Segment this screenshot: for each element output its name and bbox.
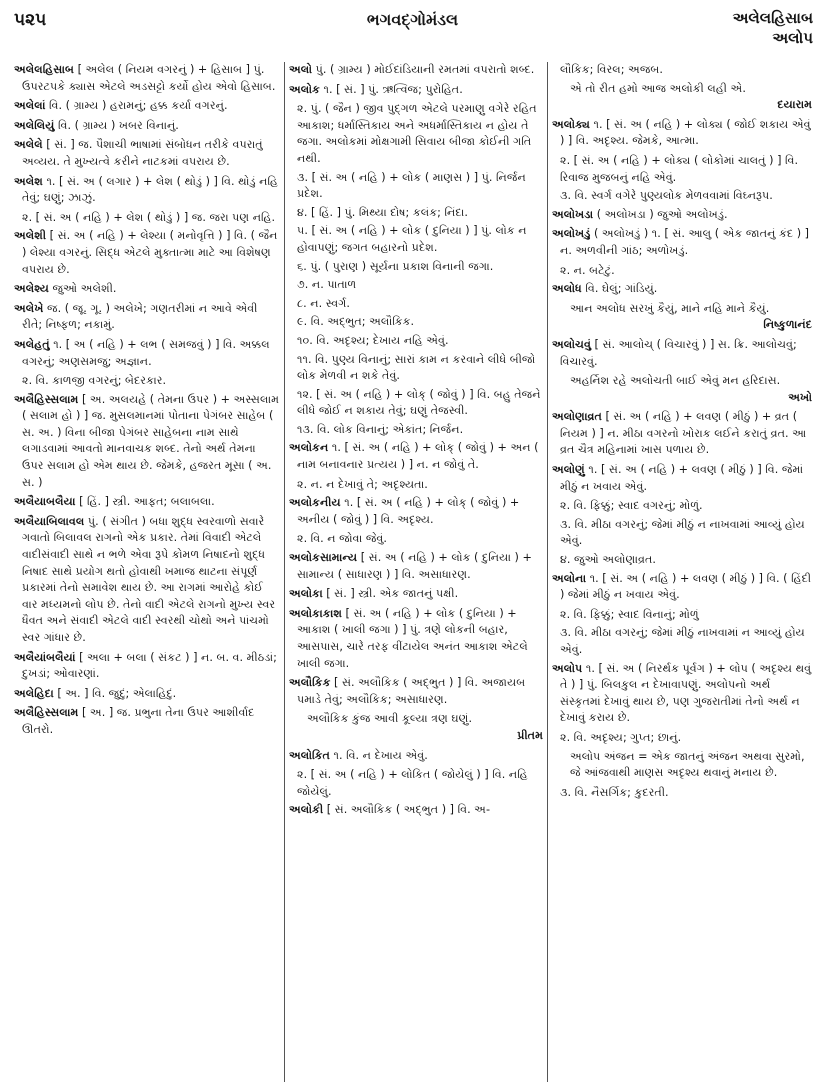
definition: [ અ. અલયહે ( તેમના ઉપર ) + અસ્સલામ ( સલામ હો ) ] જ. મુસલમાનમાં પોતાના પેગંબર સાહેબ ( સ. અ. ) વિના બીજા પેગંબર સાહેબના નામ સાથે લગાડવામાં આવતો માનવાચક શબ્દ. તેનો અર્થ તેમના ઉપર સલામ હો એમ થાય છે. જેમકે, હજરત મૂસા ( અ. સ. ) [22,392,280,489]
sub-definition: ૩. વિ. સ્વર્ગ વગેરે પુણ્યલોક મેળવવામાં વિઘ્નરૂપ. [560,189,773,203]
definition: ૧. [ અ ( નહિ ) + લભ ( સમજવું ) ] વિ. અક્કલ વગરનું; અણસમજુ; અજ્ઞાન. [22,337,270,368]
sub-definition: ૧૧. વિ. પુણ્ય વિનાનું; સારાં કામ ન કરવાને લીધે બીજો લોક મેળવી ન શકે તેવું. [297,352,536,383]
headword: અલોક્ય [552,117,590,131]
quotation: એ તો રીત હમો આજ અલોકી લહી એ. [570,81,746,95]
quotation: અહર્નિશ રહે અલોચતી બાઈ એવું મન હરિદાસ. [570,374,781,388]
definition: ૧. [ સં. અ ( નહિ ) + લોક્ ( જોવું ) + અનીય ( જોવું ) ] વિ. અદૃશ્ય. [297,496,520,526]
dictionary-entry [14,494,280,511]
headword: અલોણું [552,463,585,477]
dictionary-entry [289,586,543,603]
definition: જુઓ અલેશી. [52,282,117,296]
sub-definition: ૧૦. વિ. અદૃશ્ય; દેખાય નહિ એવું. [297,333,449,347]
guide-word-last: અલોપ [772,29,813,47]
quotation-author: નિષ્કુળાનંદ [763,318,812,332]
dictionary-entry [14,118,280,135]
definition: પું. ( સંગીત ) બધા શુદ્ધ સ્વરવાળો સવારે ગવાતો બિલાવલ રાગનો એક પ્રકાર. તેમાં વિવાદી એટલે વાદીસંવાદી સાથે ન ભળે એવા રૂપે કોમળ નિષાદનો શુદ્ધ નિષાદ સાથે પ્રયોગ થતો હોવાથી ખમાજ થાટના સંપૂર્ણ પ્રકારમાં તેનો સમાવેશ થાય છે. આ રાગમાં આરોહે કોઈ વાર મધ્યમનો લોપ છે. તેનો વાદી એટલે રાગનો મુખ્ય સ્વર ધૈવત અને સંવાદી એટલે વાદી સ્વરથી ચોથો અને પાંચમો સ્વર ગાંધાર છે. [22,514,276,644]
definition: [ અલેલ ( નિયમ વગરનું ) + હિસાબ ] પું. ઉપરટપકે ક્યાસ એટલે અડસટ્ટો કર્યો હોય એવો હિસાબ. [22,63,276,93]
sub-definition: ૨. વિ. ફિક્કું; સ્વાદ વિનાનું; મોળું [560,607,699,621]
page-number: ૫૨૫ [14,10,47,30]
definition: ૧. [ સં. અ ( નહિ ) + લોક્ય ( જોઈ શકાય એવું ) ] વિ. અદૃશ્ય. જેમકે, આત્મા. [560,117,811,148]
headword: અલોના [552,571,587,585]
definition: ૧. [ સં. અ ( નહિ ) + લોક્ ( જોવું ) + અન ( નામ બનાવનાર પ્રત્યય ) ] ન. ન જોવું તે. [297,441,539,472]
definition: [ સં. અ ( નહિ ) + લવણ ( મીઠું ) + વ્રત ( નિયમ ) ] ન. મીઠા વગરનો ખોરાક લઈને કરાતું વ્રત. આ વ્રત ચૈત્ર મહિનામાં ખાસ પળાય છે. [560,410,807,457]
dictionary-entry [289,606,543,672]
headword: અલેખે [14,301,44,315]
column-1 [14,62,280,1082]
headword: અલોખડા [552,207,594,221]
dictionary-entry [289,675,543,708]
dictionary-entry [552,409,812,459]
dictionary-entry [552,661,812,727]
headword: અલોક [289,82,320,96]
headword: અલોચવું [552,337,591,351]
headword: અલેહતું [14,337,50,351]
headword: અલેહિદા [14,686,54,700]
sub-definition: ૨. [ સં. અ ( નહિ ) + લોક્ય ( લોકોમાં ચાલતું ) ] વિ. રિવાજ મુજબનું નહિ એવું. [560,153,799,184]
sub-definition: ૨. વિ. ફિક્કું; સ્વાદ વગરનું; મોળું. [560,499,703,513]
headword: અલોકાકાશ [289,606,342,620]
definition: [ સં. અ ( નહિ ) + લોક ( દુનિયા ) + આકાશ ( ખાલી જગા ) ] પું. ત્રણે લોકની બહાર, આસપાસ, ચારે તરફ વીંટાયેલ અનંત આકાશ એટલે ખાલી જગા. [297,606,528,670]
dictionary-entry [552,462,812,495]
definition: [ સં. ] સ્ત્રી. એક જાતનું પક્ષી. [326,587,459,601]
dictionary-entry [552,117,812,150]
dictionary-entry [552,571,812,604]
dictionary-entry [14,337,280,370]
definition: [ અ. ] વિ. જુદું; એલાહિદું. [57,686,177,700]
definition: જ. ( જૂ. ગૂ. ) અલેખે; ગણતરીમાં ન આવે એવી રીતે; નિષ્ફળ; નકામું. [22,301,258,332]
definition: ( અલોખડા ) જુઓ અલોખડું. [596,207,728,221]
dictionary-entry [14,137,280,170]
dictionary-entry [552,281,812,298]
headword: અલોકન [289,441,329,455]
headword: અલેલિયું [14,118,55,132]
sub-definition: ૨. વિ. ન જોવા જેવું. [297,532,387,546]
headword: અલૈયાંબલૈયાં [14,650,76,664]
definition: [ હિં. ] સ્ત્રી. આફત; બલાબલા. [79,495,215,509]
quotation-author: પ્રીતમ [517,728,543,742]
definition: ૧. વિ. ન દેખાય એવું. [333,748,428,762]
sub-definition: ૪. જુઓ અલોણાવ્રત. [560,553,656,567]
dictionary-entry [14,686,280,703]
definition: [ સં. અલૌકિક ( અદ્ભુત ) ] વિ. અ- [326,803,491,817]
dictionary-entry [14,281,280,298]
headword: અલૈહિસ્સલામ [14,706,79,720]
quotation-author: અખો [788,390,812,404]
dictionary-entry [14,301,280,334]
dictionary-entry [289,748,543,765]
sub-definition: ૨. [ સં. અ ( નહિ ) + લેશ ( થોડું ) ] જ. જરા પણ નહિ. [22,210,276,224]
book-title: ભગવદ્ગોમંડલ [366,10,459,29]
definition: [ સં. અલૌકિક ( અદ્ભુત ) ] વિ. અજાયબ પમાડે તેવું; અલૌકિક; અસાધારણ. [297,676,526,706]
headword: અલૈહિસ્સલામ [14,392,79,406]
headword: અલેશ [14,174,43,188]
dictionary-entry [289,495,543,528]
headword: અલૈયાબિલાવલ [14,514,85,528]
definition: [ અલા + બલા ( સંકટ ) ] ન. બ. વ. મીઠડાં; દુખડાં; ઓવારણાં. [22,650,277,681]
definition: પું. ( ગ્રામ્ય ) મોઈદાંડિયાની રમતમાં વપરાતો શબ્દ. [315,63,535,76]
headword: અલો [289,63,313,76]
quotation: અલોપ અંજન = એક જાતનું અંજન અથવા સુરમો, જે આંજવાથી માણસ અદૃશ્ય થવાનું મનાય છે. [570,749,805,780]
page-header [0,0,825,58]
dictionary-entry [552,207,812,224]
headword: અલોકી [289,803,324,817]
sub-definition: ૩. વિ. મીઠા વગરનું; જેમાં મીઠું ન નાખવામાં આવ્યું હોય એવું. [560,517,805,548]
headword: અલોકા [289,587,323,601]
dictionary-entry [289,802,543,819]
definition: વિ. ( ગ્રામ્ય ) હરામનું; હક્ક કર્યા વગરનું. [49,99,228,113]
sub-definition: ૩. વિ. મીઠા વગરનું; જેમાં મીઠું નાખવામાં ન આવ્યું હોય એવું. [560,626,805,656]
headword: અલોપ [552,661,583,675]
headword: અલેલાં [14,99,46,113]
sub-definition: ૯. વિ. અદ્ભુત; અલૌકિક. [297,315,415,329]
sub-definition: ૨. [ સં. અ ( નહિ ) + લોકિત ( જોયેલું ) ] વિ. નહિ જોયેલું. [297,768,528,798]
headword: અલોકિત [289,748,330,762]
dictionary-entry [14,514,280,647]
headword: અલૈયાબલૈયા [14,495,76,509]
quotation: આન અલોધ સરખું કૈયું, માને નહિ માને કૈયું. [570,301,770,315]
sub-definition: ૮. ન. સ્વર્ગ. [297,296,350,310]
sub-definition: લૌકિક; વિરલ; અજબ. [560,63,663,76]
sub-definition: ૨. વિ. અદૃશ્ય; ગુપ્ત; છાનું. [560,730,682,744]
dictionary-entry [14,228,280,278]
headword: અલોકસામાન્ય [289,551,358,565]
sub-definition: ૨. વિ. કાળજી વગરનું; બેદરકાર. [22,374,167,388]
definition: ૧. [ સં. અ ( નહિ ) + લવણ ( મીઠું ) ] વિ. જેમાં મીઠું ન ખવાય એવું. [560,463,804,493]
dictionary-entry [289,82,543,99]
dictionary-entry [14,705,280,738]
definition: ૧. [ સં. અ ( લગાર ) + લેશ ( થોડું ) ] વિ. થોડું નહિ તેવું; ઘણું; ઝાઝું. [22,174,278,205]
headword: અલોખડું [552,227,591,241]
dictionary-entry [289,550,543,583]
sub-definition: ૭. ન. પાતાળ [297,278,357,292]
sub-definition: ૪. [ હિં. ] પું. મિથ્યા દોષ; કલંક; નિંદા. [297,205,468,219]
headword: અલોકનીય [289,496,341,510]
dictionary-entry [289,62,543,79]
definition: [ સં. અ ( નહિ ) + લોક ( દુનિયા ) + સામાન્ય ( સાધારણ ) ] વિ. અસાધારણ. [297,551,532,581]
dictionary-entry [14,392,280,492]
dictionary-entry [289,440,543,473]
definition: [ સં. ] જ. પૈશાચી ભાષામાં સંબોધન તરીકે વપરાતું અવ્યય. તે મુખ્યત્વે કરીને નાટકમાં વપરાય છે. [22,138,263,168]
definition: [ સં. આલોચ્ ( વિચારવું ) ] સ. ક્રિ. આલોચવું; વિચારવું. [560,337,797,368]
sub-definition: ૩. [ સં. અ ( નહિ ) + લોક ( માણસ ) ] પું. નિર્જન પ્રદેશ. [297,170,526,201]
guide-word-first: અલેલહિસાબ [732,9,813,27]
definition: ૧. [ સં. ] પું. ઋત્વિજ; પુરોહિત. [323,82,463,96]
dictionary-entry [552,337,812,370]
guide-words [733,8,813,48]
headword: અલોધ [552,282,582,296]
headword: અલેલહિસાબ [14,63,74,76]
column-divider [284,62,285,1082]
headword: અલેલે [14,138,43,152]
sub-definition: ૩. વિ. નૈસર્ગિક; કુદરતી. [560,785,669,799]
definition: ૧. [ સં. અ ( નહિ ) + લવણ ( મીઠું ) ] વિ. ( હિંદી ) જેમાં મીઠું ન ખવાય એવું. [560,571,812,602]
sub-definition: ૧૨. [ સં. અ ( નહિ ) + લોક્ ( જોવું ) ] વિ. બહુ તેજને લીધે જોઈ ન શકાય તેવું; ઘણું તેજસ્વી. [297,387,541,418]
sub-definition: ૨. ન. બટેટું. [560,263,615,277]
headword: અલોણાવ્રત [552,410,602,424]
headword: અલૌકિક [289,676,331,690]
column-2 [289,62,543,1082]
sub-definition: ૬. પું. ( પુરાણ ) સૂર્યના પ્રકાશ વિનાની જગા. [297,259,494,273]
dictionary-entry [14,62,280,95]
definition: વિ. ઘેલું; ગાંડિયું. [585,282,658,296]
definition: [ અ. ] જ. પ્રભુના તેના ઉપર આશીર્વાદ ઊતરો. [22,706,255,736]
headword: અલેશ્ય [14,282,49,296]
definition: [ સં. અ ( નહિ ) + લેશ્યા ( મનોવૃત્તિ ) ] વિ. ( જૈન ) લેશ્યા વગરનું. સિદ્ધ એટલે મુક્તાત્મા માટે આ વિશેષણ વપરાય છે. [22,229,278,276]
sub-definition: ૫. [ સં. અ ( નહિ ) + લોક ( દુનિયા ) ] પું. લોક ન હોવાપણું; જગત બહારનો પ્રદેશ. [297,224,527,254]
quotation-author: દયારામ [777,98,812,112]
dictionary-entry [14,98,280,115]
definition: ( અલોખડું ) ૧. [ સં. આલુ ( એક જાતનું કંદ ) ] ન. અળવીની ગાંઠ; અળોખડું. [560,227,810,257]
definition: વિ. ( ગ્રામ્ય ) ખબર વિનાનું. [57,118,179,132]
dictionary-entry [552,226,812,259]
quotation: અલૌકિક કુંજ આવી કૂલ્યા ત્રણ ઘણું. [307,712,472,726]
column-divider [547,62,548,1082]
definition: ૧. [ સં. અ ( નિરર્થક પૂર્વગ ) + લોપ ( અદૃશ્ય થવું તે ) ] પું. બિલકુલ ન દેખાવાપણું. અલોપનો અર્થ સંસ્કૃતમાં દેખાવું થાય છે, પણ ગુજરાતીમાં તેનો અર્થ ન દેખાવું કરાય છે. [560,661,812,725]
dictionary-entry [14,650,280,683]
column-3 [552,62,812,1082]
headword: અલેશી [14,229,47,243]
sub-definition: ૨. ન. ન દેખાવું તે; અદૃશ્યતા. [297,477,428,491]
sub-definition: ૧૩. વિ. લોક વિનાનું; એકાંત; નિર્જન. [297,422,464,436]
sub-definition: ૨. પું. ( જૈન ) જીવ પુદ્ગળ એટલે પરમાણુ વગેરે રહિત આકાશ; ધર્માસ્તિકાય અને અધર્માસ્તિકાય ન હોય તે જગા. અલોકમાં મોક્ષગામી સિવાય બીજા કોઈની ગતિ નથી. [297,102,537,165]
dictionary-entry [14,174,280,207]
